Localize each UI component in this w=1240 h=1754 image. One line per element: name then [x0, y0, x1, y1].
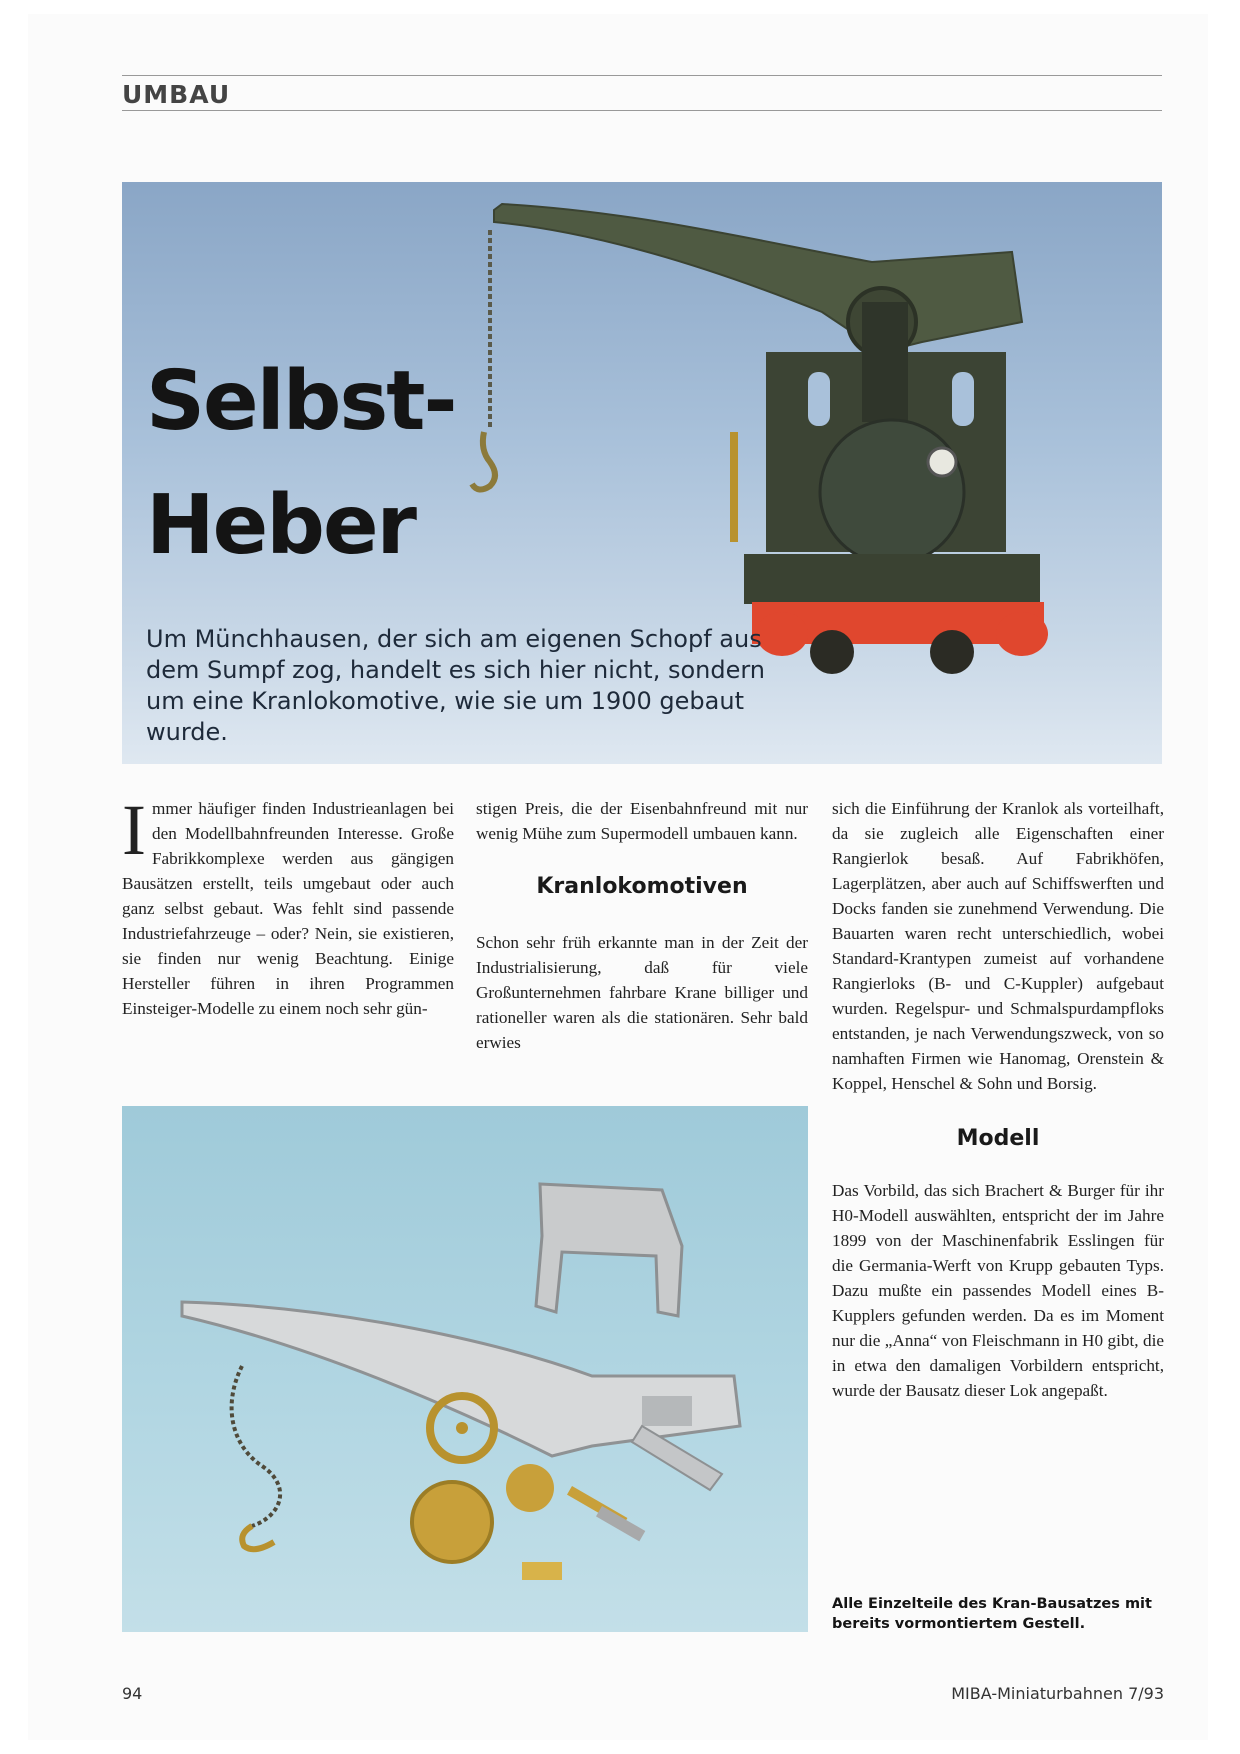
column-3-paragraph-1: sich die Einführung der Kranlok als vorteilhaft, da sie zugleich alle Eigenschaften einer Rangierlok besaß. Auf Fabrikhöfen, Lagerplätzen, aber auch auf Schiffswerften und Docks fanden sie zunehmend Verwendung. Die Bauarten waren recht unterschiedlich, wobei Standard-Krantypen zumeist auf vorhandene Rangierloks (B- und C-Kuppler) aufgebaut wurden. Regelspur- und Schmalspurdampfloks entstanden, je nach Verwendungszweck, von so namhaften Firmen wie Hanomag, Orenstein & Koppel, Henschel & Sohn und Borsig. [832, 799, 1164, 1093]
headlamp [928, 448, 956, 476]
title-line-1: Selbst- [146, 354, 456, 449]
loco-chimney [862, 302, 908, 422]
subheading-modell: Modell [956, 1126, 1040, 1151]
crane-hook [472, 432, 495, 490]
hook-part [242, 1526, 274, 1549]
column-3 [832, 796, 1164, 1403]
chain-part [232, 1366, 281, 1526]
crane-boom [494, 204, 1022, 352]
subheading-kranlokomotiven: Kranlokomotiven [536, 874, 748, 899]
column-1 [122, 790, 454, 1021]
right-buffer [996, 612, 1048, 656]
wheel-left [810, 630, 854, 674]
column-1-text: mmer häufiger finden Industrieanlagen bei den Modellbahnfreunden Interesse. Große Fabrikkomplexe werden aus gängigen Bausätzen erstellt, teils umgebaut oder auch ganz selbst gebaut. Was fehlt sind passende Industriefahrzeuge – oder? Nein, sie existieren, sie finden nur wenig Beachtung. Einige Hersteller führen in ihren Programmen Einsteiger-Modelle zu einem noch sehr gün- [122, 799, 454, 1018]
brass-plate [522, 1562, 562, 1580]
column-2 [476, 796, 808, 1055]
buffer-beam [744, 554, 1040, 604]
column-2-paragraph-1: stigen Preis, die der Eisenbahnfreund mit nur wenig Mühe zum Supermodell umbauen kann. [476, 799, 808, 843]
crane-frame-part [536, 1184, 682, 1316]
boiler-front [820, 420, 964, 564]
header-rule-top [122, 75, 1162, 76]
header-rule-bottom [122, 110, 1162, 111]
steel-shaft [596, 1506, 645, 1541]
kit-parts-illustration [122, 1106, 808, 1632]
column-2-paragraph-2: Schon sehr früh erkannte man in der Zeit der Industrialisierung, daß für viele Großunternehmen fahrbare Krane billiger und rationeller waren als die stationären. Sehr bald erwies [476, 933, 808, 1052]
article-title [146, 340, 456, 588]
lead-paragraph: Um Münchhausen, der sich am eigenen Schopf aus dem Sumpf zog, handelt es sich hier nicht, sondern um eine Kranlokomotive, wie sie um 1900 gebaut wurde. [146, 625, 766, 746]
drop-cap: I [122, 790, 146, 870]
kit-parts-photo [122, 1106, 808, 1632]
publication-name: MIBA-Miniaturbahnen 7/93 [951, 1684, 1164, 1703]
page-number: 94 [122, 1684, 143, 1703]
small-gear [506, 1464, 554, 1512]
photo-caption: Alle Einzelteile des Kran-Bausatzes mit bereits vormontiertem Gestell. [832, 1596, 1152, 1632]
wheel-right [930, 630, 974, 674]
title-line-2: Heber [146, 478, 415, 573]
pinion-gear [412, 1482, 492, 1562]
hero-photo [122, 182, 1162, 764]
column-3-paragraph-2: Das Vorbild, das sich Brachert & Burger für ihr H0-Modell auswählten, entspricht der im Jahre 1899 von der Maschinenfabrik Esslingen für die Germania-Werft von Krupp gebauten Typs. Dazu mußte ein passendes Modell eines B-Kupplers gefunden werden. Da es im Moment nur die „Anna“ von Fleischmann in H0 gibt, die in etwa den damaligen Vorbildern entspricht, wurde der Bausatz dieser Lok angepaßt. [832, 1181, 1164, 1400]
section-label: UMBAU [122, 80, 231, 109]
brass-pipe [730, 432, 738, 542]
